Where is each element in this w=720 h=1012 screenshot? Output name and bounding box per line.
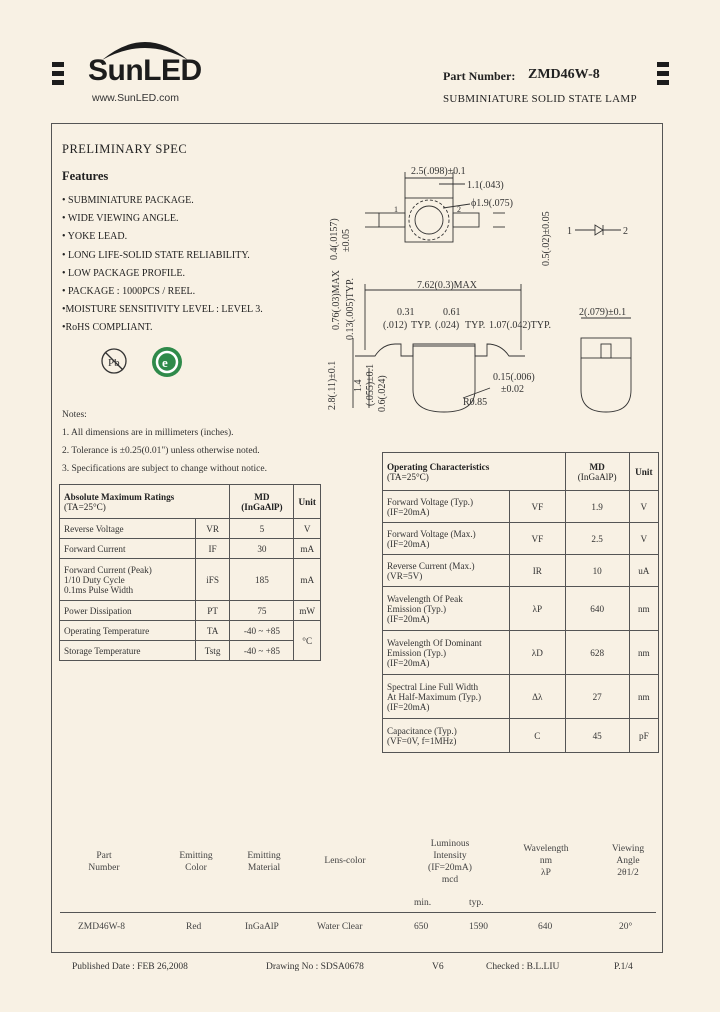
svg-text:2.5(.098)±0.1: 2.5(.098)±0.1	[411, 166, 466, 177]
note-item: 3. Specifications are subject to change without notice.	[62, 464, 267, 474]
svg-text:(.055)±0.1: (.055)±0.1	[365, 363, 376, 406]
svg-text:1.4: 1.4	[353, 379, 364, 392]
svg-text:TYP.: TYP.	[465, 320, 486, 331]
sel-head-material: Emitting Material	[247, 851, 281, 873]
svg-text:1.07(.042)TYP.: 1.07(.042)TYP.	[489, 320, 551, 331]
note-item: 1. All dimensions are in millimeters (inches).	[62, 428, 234, 438]
footer-page: P.1/4	[614, 962, 633, 972]
footer-published: Published Date : FEB 26,2008	[72, 962, 188, 972]
sel-divider	[60, 912, 656, 913]
package-drawing	[325, 160, 645, 420]
brand-url: www.SunLED.com	[92, 92, 179, 104]
svg-text:0.31: 0.31	[397, 307, 415, 318]
svg-text:e: e	[162, 355, 168, 370]
sel-lens: Water Clear	[317, 922, 363, 932]
svg-text:0.76(.03)MAX: 0.76(.03)MAX	[331, 270, 342, 330]
sel-part: ZMD46W-8	[78, 922, 125, 932]
sel-min: 650	[414, 922, 429, 932]
feature-item: • YOKE LEAD.	[62, 231, 128, 243]
operating-characteristics-table: Operating Characteristics (TA=25°C) MD (InGaAlP) Unit Forward Voltage (Typ.) (IF=20mA) VF 1.9 V Forward Voltage (Max.) (IF=20mA) VF 2.5 V Reverse Current (Max.) (VR=5V) IR 10 uA Wavelength Of Peak Emission (Typ.) (IF=20mA) λP 640 nm Wavelength Of Dominant Emission (Typ.) (IF=20mA) λD 628 nm Spectral Line Full Width At Half-Maximum (Typ.) (IF=20mA) Δλ 27 nm Capacitance (Typ.) (VF=0V, f=1MHz) C 45 pF	[382, 452, 659, 753]
svg-text:7.62(0.3)MAX: 7.62(0.3)MAX	[417, 280, 477, 291]
svg-text:1.1(.043): 1.1(.043)	[467, 180, 504, 191]
sel-material: InGaAlP	[245, 922, 279, 932]
features-list	[62, 192, 263, 338]
right-bars-decoration	[657, 62, 669, 89]
feature-item: • LOW PACKAGE PROFILE.	[62, 267, 185, 279]
sel-head-luminous: Luminous Intensity (IF=20mA) mcd	[428, 839, 472, 885]
sel-view: 20°	[619, 922, 633, 932]
svg-text:ϕ1.9(.075): ϕ1.9(.075)	[471, 198, 513, 209]
absolute-max-table: Absolute Maximum Ratings (TA=25°C) MD (InGaAlP) Unit Reverse Voltage VR 5 V Forward Current IF 30 mA Forward Current (Peak) 1/10 Duty Cycle 0.1ms Pulse Width iFS 185 mA Power Dissipation PT 75 mW Operating Temperature TA -40 ~ +85 °C Storage Temperature Tstg -40 ~ +85	[59, 484, 321, 661]
feature-item: • PACKAGE : 1000PCS / REEL.	[62, 286, 196, 298]
sel-head-lens: Lens-color	[324, 856, 366, 866]
feature-item: •RoHS COMPLIANT.	[62, 322, 153, 334]
sel-head-viewing: Viewing Angle 2θ1/2	[611, 844, 645, 878]
svg-text:±0.05: ±0.05	[341, 229, 352, 252]
sel-wave: 640	[538, 922, 553, 932]
svg-text:2(.079)±0.1: 2(.079)±0.1	[579, 307, 627, 318]
feature-item: • SUBMINIATURE PACKAGE.	[62, 195, 194, 206]
svg-text:0.4(.0157): 0.4(.0157)	[329, 218, 340, 260]
svg-text:Pb: Pb	[108, 357, 120, 369]
svg-text:R0.85: R0.85	[463, 397, 488, 408]
sel-head-color: Emitting Color	[179, 851, 213, 873]
part-number-label: Part Number:	[443, 69, 516, 83]
product-subtitle: SUBMINIATURE SOLID STATE LAMP	[443, 93, 637, 105]
sel-head-min: min.	[414, 898, 432, 908]
sel-head-part: Part Number	[88, 851, 120, 873]
package-top-view	[405, 198, 453, 242]
left-bars-decoration	[52, 62, 64, 89]
sel-head-wavelength: Wavelength nm λP	[523, 844, 569, 878]
footer-version: V6	[432, 962, 444, 972]
svg-text:2.8(.11)±0.1: 2.8(.11)±0.1	[327, 360, 338, 410]
sel-head-typ: typ.	[469, 898, 484, 908]
brand-logo: SunLED	[88, 54, 202, 87]
svg-text:TYP.: TYP.	[411, 320, 432, 331]
features-heading: Features	[62, 169, 109, 183]
rohs-icon	[150, 345, 184, 379]
svg-text:0.13(.005)TYP.: 0.13(.005)TYP.	[345, 278, 356, 340]
note-item: 2. Tolerance is ±0.25(0.01") unless otherwise noted.	[62, 446, 260, 456]
part-number-value: ZMD46W-8	[528, 67, 600, 82]
svg-text:1: 1	[567, 226, 572, 237]
footer-checked: Checked : B.L.LIU	[486, 962, 560, 972]
spec-title: PRELIMINARY SPEC	[62, 142, 188, 156]
svg-text:1: 1	[394, 205, 398, 214]
lead-free-icon	[100, 347, 128, 375]
svg-text:(.024): (.024)	[435, 320, 460, 331]
svg-text:0.5(.02)±0.05: 0.5(.02)±0.05	[541, 211, 552, 266]
svg-text:2: 2	[623, 226, 628, 237]
notes-block	[62, 406, 267, 478]
footer-drawing: Drawing No : SDSA0678	[266, 962, 364, 972]
feature-item: • LONG LIFE-SOLID STATE RELIABILITY.	[62, 249, 250, 261]
notes-title: Notes:	[62, 410, 87, 420]
svg-text:2: 2	[457, 205, 461, 214]
svg-text:(.012): (.012)	[383, 320, 408, 331]
sel-typ: 1590	[469, 922, 488, 932]
feature-item: •MOISTURE SENSITIVITY LEVEL : LEVEL 3.	[62, 304, 263, 316]
feature-item: • WIDE VIEWING ANGLE.	[62, 213, 179, 225]
svg-text:0.15(.006): 0.15(.006)	[493, 372, 535, 383]
svg-text:±0.02: ±0.02	[501, 384, 524, 395]
sel-color: Red	[186, 922, 202, 932]
svg-text:0.61: 0.61	[443, 307, 461, 318]
svg-text:0.6(.024): 0.6(.024)	[377, 375, 388, 412]
